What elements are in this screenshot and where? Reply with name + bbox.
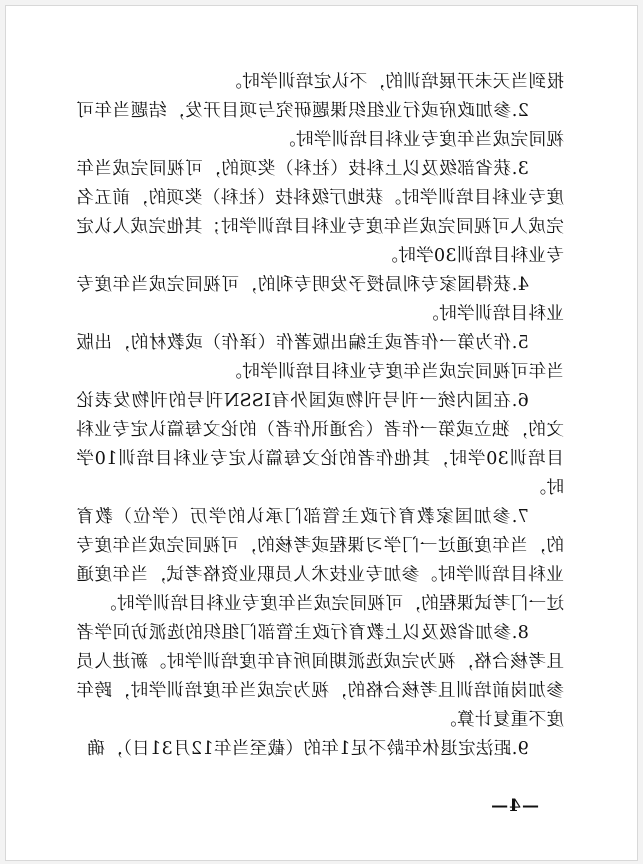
paragraph-item-9: 9.距法定退休年龄不足1年的（截至当年12月31日），确 <box>86 739 529 759</box>
mirrored-page-content <box>6 6 637 860</box>
paragraph-item-6: 6.在国内统一刊号刊物或国外有ISSN刊号的刊物发表论文的，独立或第一作者（含通讯作者）的论文每篇认定专业科目培训30学时，其他作者的论文每篇认定专业科目培训10学时。 <box>76 391 564 498</box>
body-text <box>76 68 564 764</box>
paragraph-item-5: 5.作为第一作者或主编出版著作（译作）或教材的，出版当年可视同完成当年度专业科目培训学时。 <box>76 333 564 382</box>
paragraph-continuation: 报到当天未开展培训的，不认定培训学时。 <box>224 72 564 92</box>
page-number: —4— <box>490 796 539 816</box>
document-page <box>5 5 638 861</box>
paragraph-item-8: 8.参加省级及以上教育行政主管部门组织的选派访问学者且考核合格，视为完成选派期间所有年度培训学时。新进人员参加岗前培训且考核合格的，视为完成当年度培训学时，跨年度不重复计算。 <box>76 623 564 730</box>
paragraph-item-2: 2.参加政府或行业组织课题研究与项目开发，结题当年可视同完成当年度专业科目培训学时。 <box>76 101 564 150</box>
paragraph-item-7: 7.参加国家教育行政主管部门承认的学历（学位）教育的，当年度通过一门学习课程或考核的，可视同完成当年度专业科目培训学时。参加专业技术人员职业资格考试，当年度通过一门考试课程的，可视同完成当年度专业科目培训学时。 <box>76 507 564 614</box>
paragraph-item-4: 4.获得国家专利局授予发明专利的，可视同完成当年度专业科目培训学时。 <box>76 275 564 324</box>
paragraph-item-3: 3.获省部级及以上科技（社科）奖项的，可视同完成当年度专业科目培训学时。获地厅级科技（社科）奖项的，前五名完成人可视同完成当年度专业科目培训学时；其他完成人认定专业科目培训30学时。 <box>76 159 564 266</box>
